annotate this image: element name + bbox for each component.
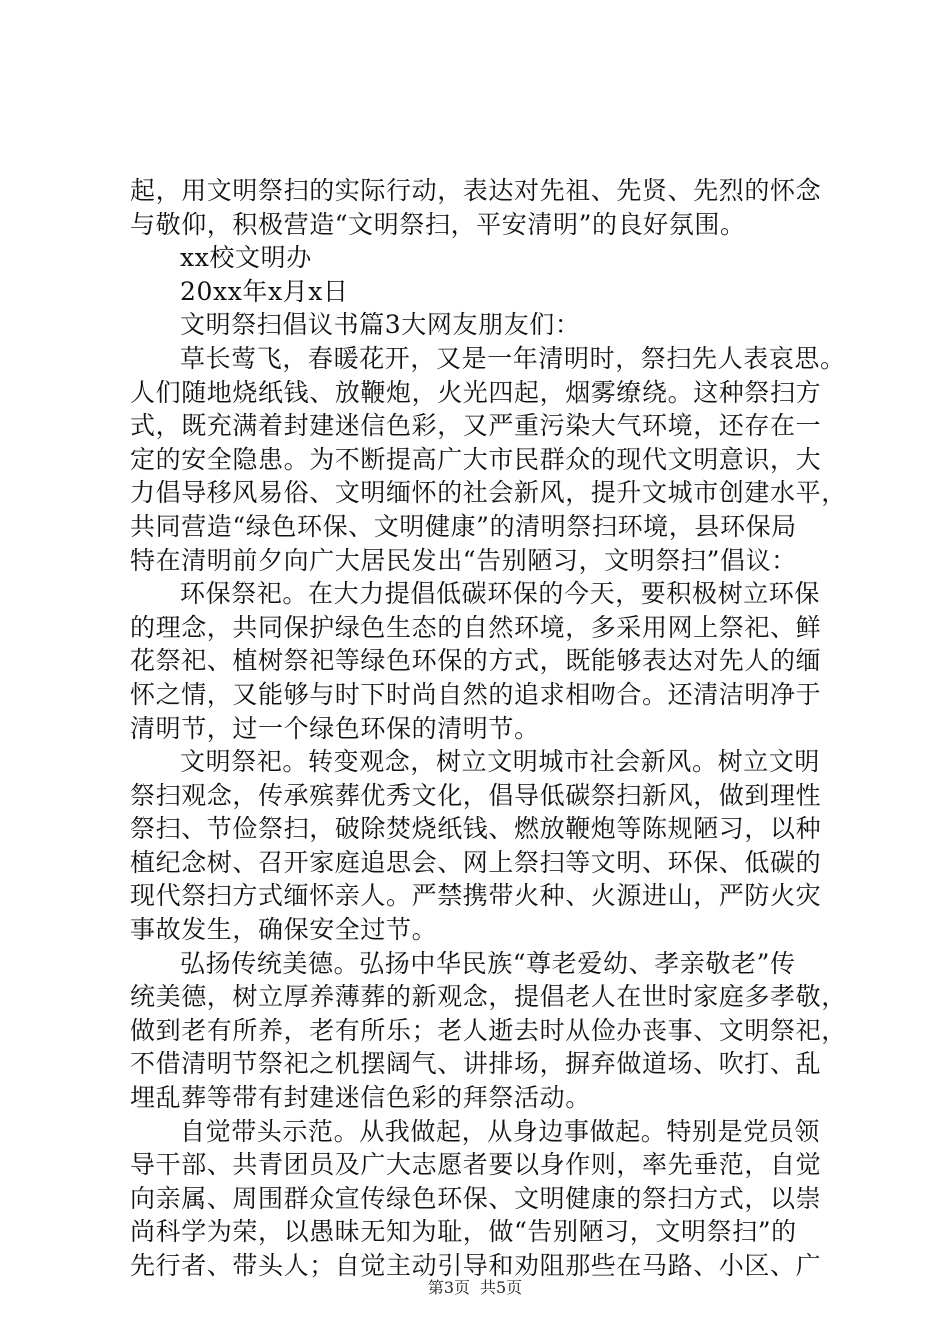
text-line: 共同营造“绿色环保、文明健康”的清明祭扫环境，县环保局	[130, 511, 797, 541]
text-line: 植纪念树、召开家庭追思会、网上祭扫等文明、环保、低碳的	[130, 847, 822, 877]
text-line: 尚科学为荣，以愚昧无知为耻，做“告别陋习，文明祭扫”的	[130, 1217, 797, 1247]
page-footer	[0, 1278, 950, 1298]
text-line: 起，用文明祭扫的实际行动，表达对先祖、先贤、先烈的怀念	[130, 176, 822, 205]
text-line: 怀之情，又能够与时下时尚自然的追求相吻合。还清洁明净于	[130, 679, 822, 709]
text-line: 祭扫、节俭祭扫，破除焚烧纸钱、燃放鞭炮等陈规陋习，以种	[130, 814, 822, 844]
text-line: 力倡导移风易俗、文明缅怀的社会新风，提升文城市创建水平，	[130, 478, 847, 508]
text-line: 草长莺飞，春暖花开，又是一年清明时，祭扫先人表哀思。	[180, 343, 846, 373]
text-line: 与敬仰，积极营造“文明祭扫，平安清明”的良好氛围。	[130, 209, 746, 239]
text-line: 式，既充满着封建迷信色彩，又严重污染大气环境，还存在一	[130, 411, 822, 441]
text-line: 事故发生，确保安全过节。	[130, 915, 438, 945]
text-line: 先行者、带头人；自觉主动引导和劝阻那些在马路、小区、广	[130, 1251, 822, 1280]
text-line: 特在清明前夕向广大居民发出“告别陋习，文明祭扫”倡议：	[130, 545, 797, 575]
text-line: 做到老有所养，老有所乐；老人逝去时从俭办丧事、文明祭祀，	[130, 1015, 847, 1045]
text-line: 统美德，树立厚养薄葬的新观念，提倡老人在世时家庭多孝敬，	[130, 982, 847, 1012]
page-number: 第3页	[427, 1278, 470, 1297]
text-line: 现代祭扫方式缅怀亲人。严禁携带火种、火源进山，严防火灾	[130, 881, 822, 911]
text-line: 文明祭祀。转变观念，树立文明城市社会新风。树立文明	[180, 747, 821, 777]
text-line: 的理念，共同保护绿色生态的自然环境，多采用网上祭祀、鲜	[130, 612, 822, 642]
text-line: 祭扫观念，传承殡葬优秀文化，倡导低碳祭扫新风，做到理性	[130, 780, 822, 810]
text-line: 向亲属、周围群众宣传绿色环保、文明健康的祭扫方式，以崇	[130, 1183, 822, 1213]
page-total: 共5页	[480, 1278, 523, 1297]
text-line: 人们随地烧纸钱、放鞭炮，火光四起，烟雾缭绕。这种祭扫方	[130, 377, 822, 407]
text-line: 不借清明节祭祀之机摆阔气、讲排场，摒弃做道场、吹打、乱	[130, 1049, 822, 1079]
text-line: 环保祭祀。在大力提倡低碳环保的今天，要积极树立环保	[180, 579, 821, 609]
text-line: xx校文明办	[180, 243, 312, 273]
text-line: 花祭祀、植树祭祀等绿色环保的方式，既能够表达对先人的缅	[130, 646, 822, 676]
text-line: 文明祭扫倡议书篇3大网友朋友们：	[180, 310, 581, 340]
text-line: 20xx年x月x日	[180, 276, 349, 306]
text-line: 定的安全隐患。为不断提高广大市民群众的现代文明意识，大	[130, 444, 822, 474]
text-line: 弘扬传统美德。弘扬中华民族“尊老爱幼、孝亲敬老”传	[180, 948, 796, 978]
text-line: 导干部、共青团员及广大志愿者要以身作则，率先垂范，自觉	[130, 1150, 822, 1180]
document-body	[130, 174, 847, 1283]
text-line: 自觉带头示范。从我做起，从身边事做起。特别是党员领	[180, 1116, 821, 1146]
text-line: 埋乱葬等带有封建迷信色彩的拜祭活动。	[130, 1083, 591, 1113]
text-line: 清明节，过一个绿色环保的清明节。	[130, 713, 540, 743]
